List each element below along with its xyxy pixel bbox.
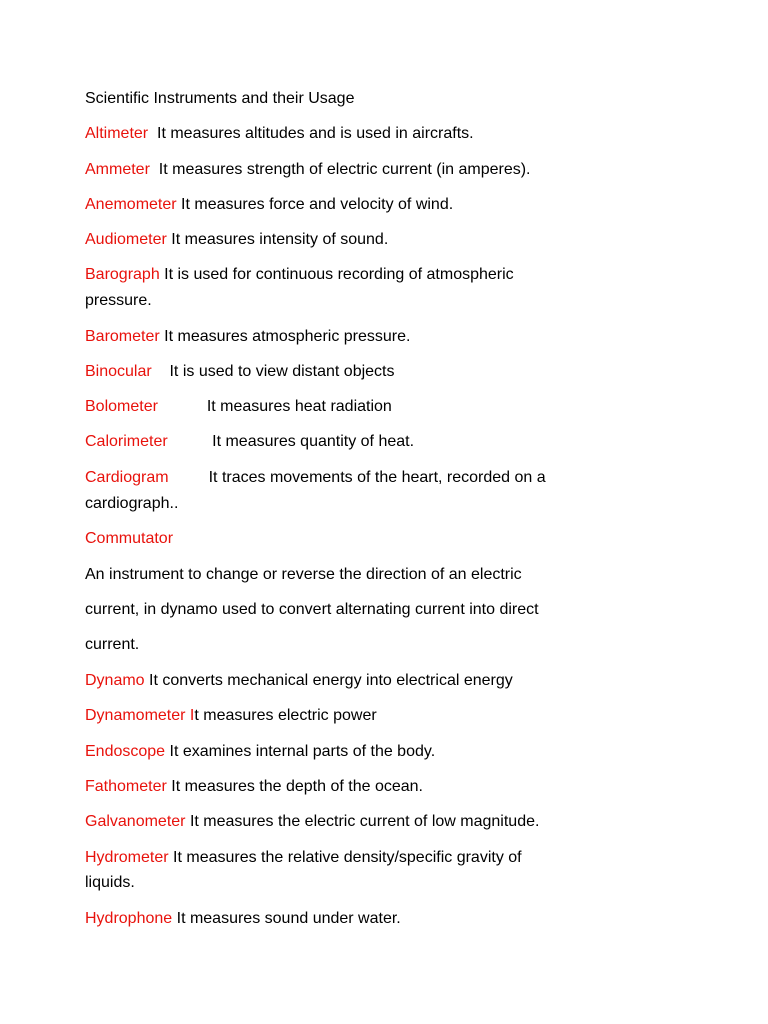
entry-term: Commutator xyxy=(85,530,174,547)
entry-term: Barograph xyxy=(85,266,160,283)
entry-term: Anemometer xyxy=(85,196,177,213)
entry-description: It measures strength of electric current (in amperes). xyxy=(149,161,531,178)
entry-term: Audiometer xyxy=(85,231,167,248)
entry-fathometer xyxy=(85,777,423,797)
document-title: Scientific Instruments and their Usage xyxy=(85,90,355,107)
entry-term: Dynamometer I xyxy=(85,707,195,724)
entry-barograph xyxy=(85,265,514,285)
entry-term: Galvanometer xyxy=(85,813,186,830)
entry-term: Hydrophone xyxy=(85,910,173,927)
entry-description: It measures the depth of the ocean. xyxy=(166,778,423,795)
entry-term: Hydrometer xyxy=(85,849,169,866)
entry-barometer xyxy=(85,327,410,347)
entry-continuation: pressure. xyxy=(85,292,152,309)
entry-dynamo xyxy=(85,671,513,691)
entry-description: It measures the electric current of low magnitude. xyxy=(185,813,540,830)
entry-binocular xyxy=(85,362,394,382)
entry-description: It measures quantity of heat. xyxy=(167,433,415,450)
entry-term: Bolometer xyxy=(85,398,158,415)
entry-description: It measures heat radiation xyxy=(157,398,392,415)
paragraph-line: An instrument to change or reverse the direction of an electric xyxy=(85,566,522,583)
entry-description: It examines internal parts of the body. xyxy=(165,743,436,760)
entry-bolometer xyxy=(85,397,392,417)
entry-continuation: liquids. xyxy=(85,874,135,891)
entry-description: It is used to view distant objects xyxy=(151,363,395,380)
entry-description: It measures atmospheric pressure. xyxy=(159,328,411,345)
entry-hydrophone xyxy=(85,909,401,929)
entry-term: Fathometer xyxy=(85,778,167,795)
entry-term: Endoscope xyxy=(85,743,166,760)
entry-commutator xyxy=(85,529,173,549)
entry-term: Cardiogram xyxy=(85,469,169,486)
entry-term: Dynamo xyxy=(85,672,145,689)
entry-ammeter xyxy=(85,160,531,180)
entry-continuation: cardiograph.. xyxy=(85,495,179,512)
entry-description: It traces movements of the heart, recorded on a xyxy=(168,469,546,486)
entry-hydrometer xyxy=(85,848,522,868)
entry-description: It measures the relative density/specific gravity of xyxy=(168,849,522,866)
entry-term: Barometer xyxy=(85,328,160,345)
entry-altimeter xyxy=(85,124,474,144)
entry-dynamometer xyxy=(85,706,377,726)
entry-description: It converts mechanical energy into electrical energy xyxy=(144,672,513,689)
entry-audiometer xyxy=(85,230,388,250)
paragraph-line: current, in dynamo used to convert alternating current into direct xyxy=(85,601,539,618)
entry-term: Binocular xyxy=(85,363,152,380)
entry-term: Calorimeter xyxy=(85,433,168,450)
entry-description: It is used for continuous recording of atmospheric xyxy=(159,266,514,283)
entry-description: It measures force and velocity of wind. xyxy=(176,196,454,213)
entry-calorimeter xyxy=(85,432,414,452)
entry-description: It measures altitudes and is used in aircrafts. xyxy=(148,125,474,142)
entry-description: It measures sound under water. xyxy=(172,910,401,927)
entry-description: t measures electric power xyxy=(194,707,377,724)
entry-endoscope xyxy=(85,742,435,762)
entry-galvanometer xyxy=(85,812,539,832)
entry-term: Altimeter xyxy=(85,125,149,142)
entry-anemometer xyxy=(85,195,453,215)
entry-description: It measures intensity of sound. xyxy=(166,231,389,248)
entry-cardiogram xyxy=(85,468,546,488)
paragraph-line: current. xyxy=(85,636,140,653)
entry-term: Ammeter xyxy=(85,161,150,178)
